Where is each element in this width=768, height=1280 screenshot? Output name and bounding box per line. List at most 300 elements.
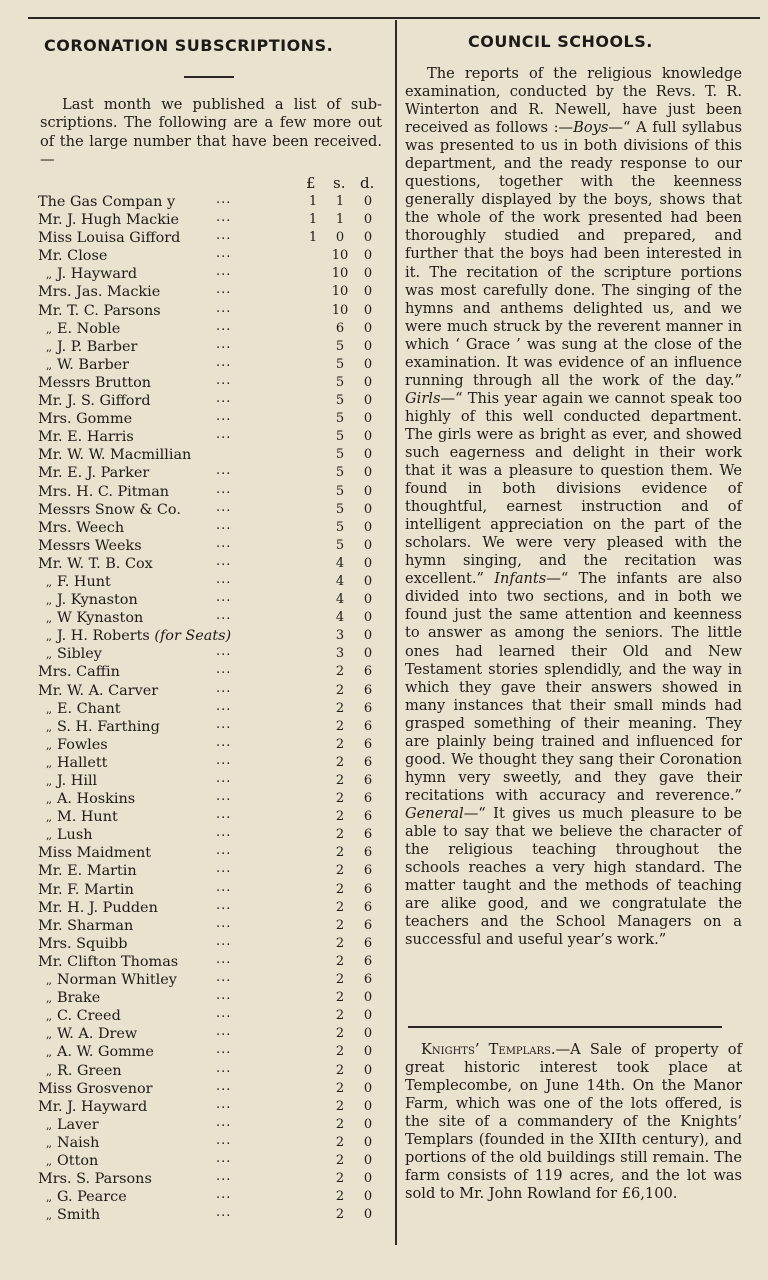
report-text: —“ It gives us much pleasure to be able to say that we believe the character of the religious teaching throughout the schools reaches a very high standard. The matter taught and the methods of teaching are alike good, and we congratulate the teachers and the School Managers on a successful and useful year’s work.” [405,804,742,949]
leader-dots: ... [216,1150,232,1166]
pence-amount: 6 [363,953,373,969]
subscription-row [38,499,388,520]
pence-amount: 6 [363,736,373,752]
ditto-mark: ,, [46,1191,51,1205]
leader-dots: ... [216,1078,232,1094]
shillings-amount: 2 [335,827,345,843]
pence-amount: 6 [363,809,373,825]
leader-dots: ... [216,897,232,913]
shillings-amount: 2 [335,935,345,951]
subscription-row [38,266,388,284]
ditto-mark: ,, [46,756,51,770]
shillings-amount: 10 [331,284,349,300]
council-schools-title: COUNCIL SCHOOLS. [468,32,653,51]
leader-dots: ... [216,825,232,841]
pence-amount: 6 [363,773,373,788]
leader-dots: ... [216,608,232,624]
pence-amount: 0 [363,411,373,427]
subscription-row [38,212,388,230]
shillings-amount: 5 [335,356,345,372]
pence-amount: 6 [363,700,373,716]
pence-amount: 0 [363,1026,373,1042]
subscriber-name: Mr. W. T. B. Cox [38,555,153,572]
leader-dots: ... [216,680,232,696]
ditto-mark: ,, [46,1209,51,1223]
ditto-mark: ,, [46,775,51,788]
subscriber-name: Messrs Brutton [38,374,152,391]
subscription-row [38,1207,388,1225]
subscription-row [38,1044,388,1062]
subscription-row [38,230,388,248]
ditto-mark: ,, [46,720,51,734]
subscriber-name: ,, S. H. Farthing [46,718,160,735]
shillings-amount: 2 [335,1080,345,1096]
subscriber-name: Mrs. Squibb [38,935,128,952]
subscription-row [38,791,388,809]
subscription-row [38,1060,388,1081]
shillings-amount: 4 [335,592,345,608]
leader-dots: ... [216,318,232,334]
shillings-amount: 0 [335,230,345,246]
subscriber-name: Mr. Clifton Thomas [38,953,179,970]
pence-amount: 0 [363,1207,373,1223]
leader-dots: ... [216,481,232,497]
pence-amount: 0 [363,1062,373,1078]
leader-dots: ... [216,1114,232,1130]
shillings-amount: 2 [335,1171,345,1187]
shillings-amount: 2 [335,1152,345,1168]
subscriber-name: Mr. Close [38,248,108,265]
subscription-row [38,734,388,755]
leader-dots: ... [216,951,232,967]
council-schools-report [405,65,742,949]
subscription-row [38,248,388,266]
subscriber-name: ,, E. Noble [46,320,121,337]
pence-amount: 0 [363,302,373,318]
shillings-amount: 2 [335,1044,345,1060]
pence-amount: 6 [363,754,373,770]
pence-amount: 0 [363,628,373,644]
leader-dots: ... [216,1169,232,1185]
report-text: —“ The infants are also divided into two sections, and in both we found just the same attention and keenness to answer as among the seniors. The little ones had learned their Old and New Testament stories splendidly, and the way in which they gave their answers showed in many instances that their small minds had grasped something of their meaning. They are plainly being trained and influenced for good. We thought they sang their Coronation hymn very sweetly, and they gave their recitations with accuracy and reverence.” [405,570,742,804]
ditto-mark: ,, [46,340,51,354]
pence-amount: 0 [363,555,373,571]
pence-amount: 6 [363,881,373,897]
subscriber-name: ,, M. Hunt [46,809,118,826]
pence-amount: 0 [363,1152,373,1168]
subscription-row [38,354,388,375]
top-rule [28,17,760,19]
subscription-row [38,773,388,791]
subscription-row [38,879,388,900]
leader-dots: ... [216,1096,232,1112]
subscriber-name: Mr. E. J. Parker [38,465,150,482]
pence-amount: 0 [363,573,373,589]
subscriber-name: ,, G. Pearce [46,1189,127,1206]
subscriber-name: Mr. F. Martin [38,881,134,898]
shillings-amount: 2 [335,917,345,933]
pence-amount: 0 [363,610,373,626]
subscription-row [38,465,388,483]
subscription-row [38,571,388,592]
knights-templars-article [405,1041,742,1203]
ditto-mark: ,, [46,702,51,716]
leader-dots: ... [216,590,232,606]
shillings-amount: 2 [335,1189,345,1205]
leader-dots: ... [216,716,232,732]
pence-amount: 0 [363,194,373,209]
pence-amount: 0 [363,483,373,499]
leader-dots: ... [216,553,232,569]
subscriber-name: Messrs Weeks [38,537,142,554]
subscription-row [38,628,388,646]
subscriber-name: ,, W Kynaston [46,610,144,627]
pence-amount: 6 [363,664,373,680]
pence-amount: 6 [363,935,373,951]
subscription-row [38,716,388,737]
leader-dots: ... [216,915,232,931]
leader-dots: ... [216,463,232,479]
shillings-amount: 5 [335,411,345,427]
shillings-amount: 10 [331,248,349,264]
pence-amount: 0 [363,356,373,372]
shillings-amount: 6 [335,320,345,336]
subscription-row [38,535,388,556]
shillings-amount: 2 [335,791,345,807]
shillings-amount: 5 [335,519,345,535]
ditto-mark: ,, [46,992,51,1006]
shillings-amount: 4 [335,555,345,571]
subscription-row [38,680,388,701]
subscriber-name: Mr. J. Hayward [38,1098,148,1115]
subscription-row [38,1096,388,1117]
subscriber-name: Miss Maidment [38,845,152,862]
report-text: The reports of the religious knowledge examination, conducted by the Revs. T. R. Winterton and R. Newell, have just been received as follows :— [405,65,742,137]
leader-dots: ... [216,228,232,244]
pence-amount: 0 [363,592,373,608]
subscription-row [38,592,388,610]
shillings-amount: 4 [335,573,345,589]
subscriber-name: Mr. J. Hugh Mackie [38,212,180,229]
subscriber-name: ,, J. H. Roberts (for Seats) [46,628,232,645]
leader-dots: ... [216,336,232,352]
pence-amount: 0 [363,1098,373,1114]
subscriber-name: Mr. E. Harris [38,429,134,446]
pence-amount: 0 [363,1008,373,1024]
ditto-mark: ,, [46,594,51,608]
leader-dots: ... [216,789,232,805]
pence-amount: 0 [363,447,373,463]
leader-dots: ... [216,1060,232,1076]
subscription-row [38,863,388,881]
leader-dots: ... [216,843,232,859]
ditto-mark: ,, [46,575,51,589]
ditto-mark: ,, [46,612,51,626]
shillings-amount: 10 [331,302,349,318]
shillings-amount: 4 [335,610,345,626]
subscription-row [38,1078,388,1099]
subscription-list [38,194,388,1225]
subscriber-name: ,, J. Hayward [46,266,138,283]
shillings-amount: 1 [335,194,345,209]
subscription-row [38,1026,388,1044]
pounds-amount: 1 [308,194,318,209]
leader-dots: ... [216,264,232,280]
subscriber-name: ,, A. W. Gomme [46,1044,154,1061]
subscription-row [38,951,388,972]
subscriber-name: Miss Grosvenor [38,1080,153,1097]
ditto-mark: ,, [46,268,51,282]
leader-dots: ... [216,1205,232,1221]
shillings-amount: 2 [335,990,345,1006]
title-underline [184,76,234,78]
subscriber-name: Mrs. Jas. Mackie [38,284,161,301]
leader-dots: ... [216,499,232,515]
pence-amount: 0 [363,990,373,1006]
subscription-row [38,933,388,954]
pence-amount: 0 [363,320,373,336]
leader-dots: ... [216,1132,232,1148]
leader-dots: ... [216,879,232,895]
pence-amount: 6 [363,827,373,843]
subscription-row [38,972,388,990]
subscription-row [38,610,388,628]
subscriber-name: The Gas Compan y [38,194,176,210]
leader-dots: ... [216,988,232,1004]
knights-body: —A Sale of property of great historic interest took place at Templecombe, on June 14th. On the Manor Farm, which was one of the lots offered, is the site of a commandery of the Knights’ Templars (founded in the XIIth century), and portions of the old buildings still remain. The farm consists of 119 acres, and the lot was sold to Mr. John Rowland for £6,100. [405,1041,742,1203]
leader-dots: ... [216,752,232,768]
subscriber-name: ,, Hallett [46,754,108,771]
pence-amount: 0 [363,1134,373,1150]
ditto-mark: ,, [46,829,51,843]
subscription-row [38,897,388,918]
shillings-amount: 2 [335,863,345,879]
ditto-mark: ,, [46,358,51,372]
subscription-row [38,372,388,393]
subscription-row [38,915,388,936]
ditto-mark: ,, [46,811,51,825]
subscription-row [38,845,388,863]
subscription-row [38,517,388,538]
leader-dots: ... [216,771,232,786]
report-section-label: Boys [573,119,609,137]
leader-dots: ... [216,517,232,533]
shillings-amount: 3 [335,646,345,662]
ditto-mark: ,, [46,1010,51,1024]
shillings-amount: 2 [335,682,345,698]
ditto-mark: ,, [46,1118,51,1132]
pence-amount: 6 [363,682,373,698]
shillings-amount: 2 [335,881,345,897]
pence-amount: 6 [363,791,373,807]
leader-dots: ... [216,734,232,750]
subscription-row [38,646,388,664]
subscriber-name: Mr. W. A. Carver [38,682,159,699]
ditto-mark: ,, [46,974,51,988]
pence-amount: 0 [363,1189,373,1205]
subscription-row [38,664,388,682]
subscriber-name: Mr. T. C. Parsons [38,302,161,319]
subscriber-name: Mrs. S. Parsons [38,1171,152,1188]
pounds-amount: 1 [308,212,318,228]
leader-dots: ... [216,1024,232,1040]
ditto-mark: ,, [46,738,51,752]
leader-dots: ... [216,192,232,207]
subscription-row [38,429,388,447]
leader-dots: ... [216,861,232,877]
subscriber-name: ,, W. Barber [46,356,130,373]
subscriber-name: ,, J. P. Barber [46,338,138,355]
shillings-amount: 5 [335,465,345,481]
pence-amount: 6 [363,863,373,879]
subscriber-name: ,, E. Chant [46,700,121,717]
ditto-mark: ,, [46,1136,51,1150]
subscriber-name: ,, Otton [46,1152,99,1169]
subscriber-name: ,, A. Hoskins [46,791,136,808]
pence-amount: 0 [363,1080,373,1096]
ditto-mark: ,, [46,1028,51,1042]
subscriber-name: ,, Lush [46,827,93,844]
leader-dots: ... [216,1042,232,1058]
shillings-amount: 2 [335,736,345,752]
shillings-amount: 5 [335,338,345,354]
shillings-amount: 5 [335,447,345,463]
pence-amount: 0 [363,212,373,228]
subscription-row [38,1114,388,1135]
subscription-row [38,827,388,845]
subscriber-name: ,, J. Hill [46,773,98,789]
subscription-row [38,318,388,339]
pence-amount: 0 [363,429,373,445]
report-text: —“ This year again we cannot speak too highly of this well conducted department. The girls were as bright as ever, and showed such eagerness and delight in their work that it was a pleasure to question them. We found in both divisions evidence of thoughtful, earnest instruction and of intelligent appreciation on the part of the scholars. We were very pleased with the hymn singing, and the recitation was excellent.” [405,389,742,588]
shillings-amount: 3 [335,628,345,644]
subscription-row [38,1189,388,1207]
shillings-amount: 5 [335,393,345,409]
subscriptions-intro: Last month we published a list of sub-scriptions. The following are a few more out of the large number that have been received.— [40,96,382,169]
pounds-amount: 1 [308,230,318,246]
leader-dots: ... [216,535,232,551]
shillings-amount: 5 [335,483,345,499]
subscription-row [38,336,388,357]
subscriber-name: Mrs. Gomme [38,411,133,428]
pence-amount: 0 [363,230,373,246]
pence-amount: 0 [363,1044,373,1060]
section-divider [408,1026,722,1028]
pounds-header: £ [306,174,316,192]
subscription-row [38,990,388,1008]
leader-dots: ... [216,354,232,370]
pence-amount: 0 [363,1171,373,1187]
subscriber-name: ,, Laver [46,1116,99,1133]
shillings-amount: 5 [335,501,345,517]
leader-dots: ... [216,282,232,298]
leader-dots: ... [216,300,232,316]
subscriber-note: (for Seats) [149,628,232,645]
subscriber-name: ,, Smith [46,1207,101,1224]
leader-dots: ... [216,571,232,587]
subscriber-name: Mrs. Caffin [38,664,120,681]
subscription-row [38,553,388,574]
subscriber-name: ,, W. A. Drew [46,1026,138,1043]
leader-dots: ... [216,644,232,660]
shillings-amount: 2 [335,664,345,680]
leader-dots: ... [216,970,232,986]
report-section-label: General [405,804,464,822]
pence-amount: 0 [363,284,373,300]
shillings-amount: 2 [335,845,345,861]
ditto-mark: ,, [46,1064,51,1078]
subscriber-name: ,, J. Kynaston [46,592,138,609]
shillings-amount: 2 [335,700,345,716]
pence-amount: 0 [363,1116,373,1132]
currency-header [38,174,388,194]
pence-amount: 0 [363,501,373,517]
pence-amount: 0 [363,519,373,535]
subscriber-name: Mr. H. J. Pudden [38,899,158,916]
leader-dots: ... [216,391,232,407]
ditto-mark: ,, [46,630,51,644]
subscription-row [38,1171,388,1189]
subscriptions-title: CORONATION SUBSCRIPTIONS. [44,36,334,55]
shillings-amount: 2 [335,809,345,825]
subscription-row [38,393,388,411]
subscriber-name: ,, Fowles [46,736,108,753]
shillings-amount: 2 [335,1026,345,1042]
shillings-amount: 2 [335,1098,345,1114]
shillings-amount: 2 [335,1134,345,1150]
shillings-amount: 1 [335,212,345,228]
subscription-row [38,1150,388,1171]
subscription-row [38,809,388,827]
leader-dots: ... [216,698,232,714]
leader-dots: ... [216,662,232,678]
pence-amount: 6 [363,845,373,861]
subscriber-name: ,, Brake [46,990,101,1007]
pence-amount: 0 [363,465,373,481]
subscriber-name: ,, Sibley [46,646,102,663]
ditto-mark: ,, [46,1154,51,1168]
shillings-header: s. [333,174,346,192]
shillings-amount: 2 [335,972,345,988]
leader-dots: ... [216,1006,232,1022]
subscriber-name: Mr. Sharman [38,917,134,934]
shillings-amount: 5 [335,537,345,553]
leader-dots: ... [216,1187,232,1203]
subscriber-name: ,, F. Hunt [46,573,111,590]
shillings-amount: 10 [331,266,349,282]
leader-dots: ... [216,372,232,388]
subscriber-name: Miss Louisa Gifford [38,230,181,247]
subscriber-name: Mrs. H. C. Pitman [38,483,170,500]
pence-amount: 0 [363,646,373,662]
subscriber-name: ,, Norman Whitley [46,972,177,989]
pence-amount: 0 [363,374,373,390]
leader-dots: ... [216,409,232,425]
pence-amount: 6 [363,972,373,988]
shillings-amount: 2 [335,1008,345,1024]
subscriber-name: Mr. W. W. Macmillian [38,447,192,464]
pence-amount: 0 [363,338,373,354]
shillings-amount: 2 [335,953,345,969]
column-divider [395,20,397,1245]
subscription-row [38,752,388,773]
subscriber-name: Mr. J. S. Gifford [38,393,151,410]
pence-amount: 6 [363,899,373,915]
shillings-amount: 2 [335,1116,345,1132]
subscription-row [38,1008,388,1026]
ditto-mark: ,, [46,1046,51,1060]
knights-heading: Knights’ Templars. [421,1041,556,1058]
